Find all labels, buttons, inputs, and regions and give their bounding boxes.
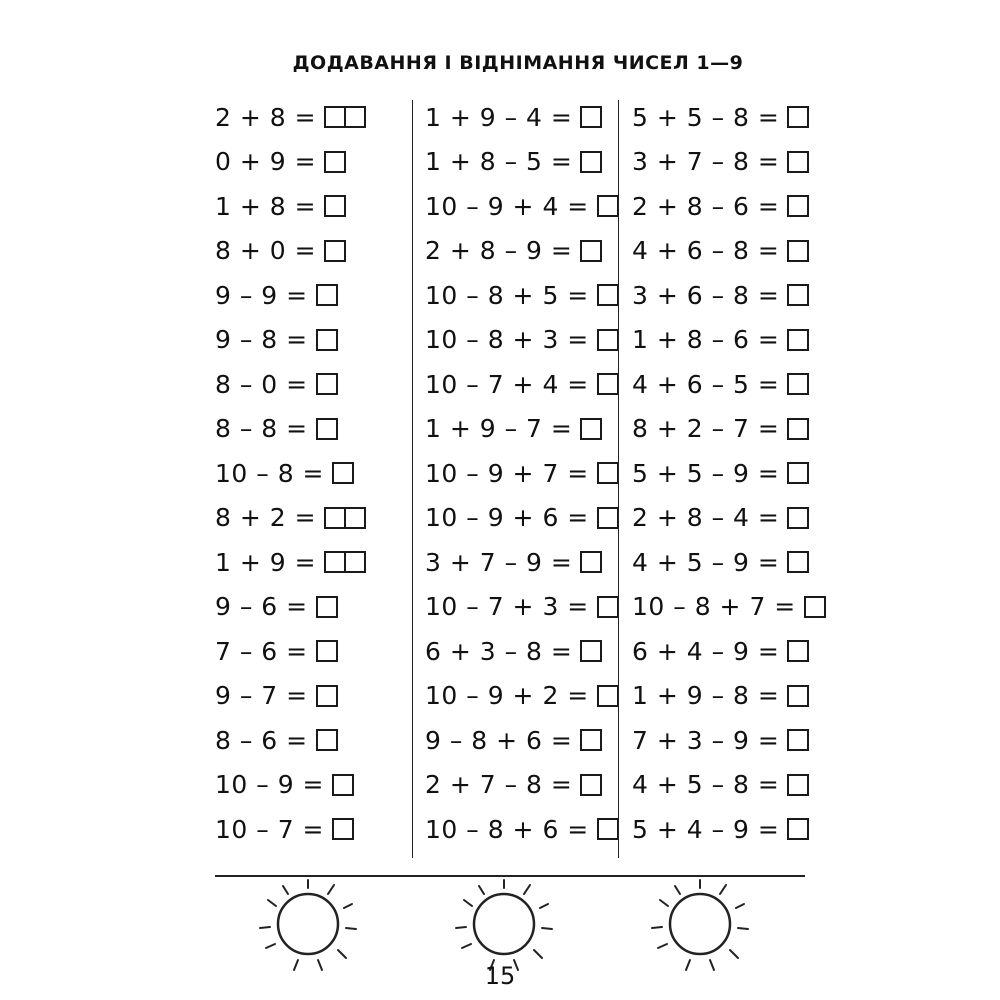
answer-boxes — [804, 596, 826, 618]
page-title: ДОДАВАННЯ І ВІДНІМАННЯ ЧИСЕЛ 1—9 — [292, 52, 744, 74]
exercise-expression: 8 + 2 – 7 = — [632, 414, 780, 444]
exercise-row — [215, 184, 366, 229]
exercise-row — [632, 140, 826, 185]
answer-box[interactable] — [787, 507, 809, 529]
exercise-expression: 10 – 7 + 3 = — [425, 592, 589, 622]
answer-box[interactable] — [332, 774, 354, 796]
answer-box[interactable] — [316, 685, 338, 707]
answer-boxes — [580, 640, 602, 662]
answer-box[interactable] — [787, 418, 809, 440]
exercise-expression: 3 + 7 – 9 = — [425, 547, 573, 577]
exercise-row — [632, 362, 826, 407]
exercise-row — [215, 140, 366, 185]
answer-box[interactable] — [316, 284, 338, 306]
exercise-expression: 4 + 6 – 5 = — [632, 369, 780, 399]
answer-box[interactable] — [597, 818, 619, 840]
answer-boxes — [316, 729, 338, 751]
exercise-row — [632, 763, 826, 808]
answer-box[interactable] — [344, 106, 366, 128]
sun-icon — [454, 872, 554, 972]
exercise-expression: 10 – 8 + 7 = — [632, 592, 796, 622]
answer-boxes — [316, 685, 338, 707]
answer-boxes — [580, 106, 602, 128]
answer-box[interactable] — [324, 240, 346, 262]
exercise-row — [215, 540, 366, 585]
answer-boxes — [316, 284, 338, 306]
exercise-expression: 10 – 9 = — [215, 770, 325, 800]
answer-boxes — [597, 685, 619, 707]
exercise-row — [215, 451, 366, 496]
answer-boxes — [316, 329, 338, 351]
exercise-expression: 1 + 9 = — [215, 547, 317, 577]
answer-boxes — [787, 551, 809, 573]
exercise-row — [632, 451, 826, 496]
exercise-expression: 6 + 4 – 9 = — [632, 636, 780, 666]
answer-box[interactable] — [787, 551, 809, 573]
answer-boxes — [787, 240, 809, 262]
exercise-row — [632, 807, 826, 852]
answer-boxes — [597, 329, 619, 351]
exercise-expression: 2 + 7 – 8 = — [425, 770, 573, 800]
answer-box[interactable] — [580, 774, 602, 796]
answer-box[interactable] — [324, 195, 346, 217]
answer-boxes — [787, 284, 809, 306]
answer-box[interactable] — [787, 195, 809, 217]
answer-boxes — [597, 195, 619, 217]
exercise-row — [215, 585, 366, 630]
exercise-row — [632, 496, 826, 541]
answer-boxes — [597, 507, 619, 529]
exercise-row — [632, 273, 826, 318]
exercise-row — [425, 496, 619, 541]
answer-boxes — [316, 640, 338, 662]
answer-box[interactable] — [787, 329, 809, 351]
exercise-expression: 8 – 8 = — [215, 414, 308, 444]
exercise-row — [632, 318, 826, 363]
exercise-expression: 8 – 6 = — [215, 725, 308, 755]
exercise-row — [215, 273, 366, 318]
exercise-column-1 — [215, 95, 366, 852]
exercise-row — [425, 718, 619, 763]
answer-boxes — [332, 818, 354, 840]
answer-boxes — [787, 774, 809, 796]
exercise-expression: 4 + 6 – 8 = — [632, 236, 780, 266]
answer-boxes — [324, 507, 366, 529]
exercise-row — [425, 674, 619, 719]
exercise-column-2 — [425, 95, 619, 852]
answer-box[interactable] — [597, 685, 619, 707]
exercise-row — [632, 407, 826, 452]
answer-boxes — [580, 418, 602, 440]
exercise-row — [425, 407, 619, 452]
exercise-expression: 2 + 8 – 4 = — [632, 503, 780, 533]
exercise-expression: 10 – 9 + 4 = — [425, 191, 589, 221]
answer-boxes — [316, 596, 338, 618]
exercise-expression: 6 + 3 – 8 = — [425, 636, 573, 666]
exercise-row — [632, 718, 826, 763]
answer-boxes — [332, 462, 354, 484]
answer-box[interactable] — [324, 551, 346, 573]
answer-boxes — [787, 729, 809, 751]
exercise-expression: 9 – 8 = — [215, 325, 308, 355]
answer-box[interactable] — [580, 640, 602, 662]
exercise-expression: 9 – 8 + 6 = — [425, 725, 573, 755]
answer-box[interactable] — [580, 240, 602, 262]
answer-boxes — [787, 418, 809, 440]
exercise-expression: 1 + 9 – 4 = — [425, 102, 573, 132]
exercise-expression: 8 – 0 = — [215, 369, 308, 399]
exercise-expression: 9 – 6 = — [215, 592, 308, 622]
exercise-row — [425, 451, 619, 496]
exercise-expression: 0 + 9 = — [215, 147, 317, 177]
exercise-expression: 10 – 7 + 4 = — [425, 369, 589, 399]
exercise-expression: 7 + 3 – 9 = — [632, 725, 780, 755]
exercise-row — [425, 585, 619, 630]
exercise-row — [215, 807, 366, 852]
answer-box[interactable] — [597, 462, 619, 484]
answer-boxes — [324, 151, 346, 173]
exercise-expression: 10 – 8 = — [215, 458, 325, 488]
answer-box[interactable] — [316, 329, 338, 351]
exercise-row — [632, 540, 826, 585]
exercise-row — [215, 95, 366, 140]
answer-box[interactable] — [344, 551, 366, 573]
exercise-row — [425, 273, 619, 318]
answer-box[interactable] — [804, 596, 826, 618]
exercise-row — [425, 318, 619, 363]
exercise-expression: 5 + 5 – 9 = — [632, 458, 780, 488]
exercise-expression: 9 – 9 = — [215, 280, 308, 310]
exercise-row — [425, 763, 619, 808]
answer-boxes — [787, 329, 809, 351]
answer-boxes — [787, 373, 809, 395]
answer-box[interactable] — [787, 240, 809, 262]
answer-box[interactable] — [580, 151, 602, 173]
exercise-expression: 8 + 2 = — [215, 503, 317, 533]
answer-box[interactable] — [787, 685, 809, 707]
answer-box[interactable] — [597, 284, 619, 306]
answer-boxes — [316, 373, 338, 395]
exercise-expression: 10 – 7 = — [215, 814, 325, 844]
exercise-expression: 4 + 5 – 9 = — [632, 547, 780, 577]
exercise-expression: 8 + 0 = — [215, 236, 317, 266]
column-divider — [618, 100, 619, 858]
exercise-expression: 1 + 8 – 6 = — [632, 325, 780, 355]
exercise-row — [215, 674, 366, 719]
answer-boxes — [597, 818, 619, 840]
exercise-expression: 10 – 8 + 3 = — [425, 325, 589, 355]
answer-box[interactable] — [344, 507, 366, 529]
answer-box[interactable] — [787, 284, 809, 306]
exercise-row — [632, 184, 826, 229]
exercise-row — [215, 407, 366, 452]
exercise-expression: 2 + 8 – 6 = — [632, 191, 780, 221]
exercise-expression: 9 – 7 = — [215, 681, 308, 711]
answer-boxes — [597, 596, 619, 618]
exercise-row — [215, 629, 366, 674]
answer-boxes — [787, 685, 809, 707]
exercise-expression: 3 + 7 – 8 = — [632, 147, 780, 177]
answer-box[interactable] — [324, 507, 346, 529]
exercise-expression: 10 – 9 + 7 = — [425, 458, 589, 488]
exercise-row — [425, 184, 619, 229]
exercise-row — [425, 95, 619, 140]
answer-box[interactable] — [787, 774, 809, 796]
answer-boxes — [580, 240, 602, 262]
answer-boxes — [332, 774, 354, 796]
answer-box[interactable] — [787, 373, 809, 395]
answer-box[interactable] — [787, 818, 809, 840]
answer-box[interactable] — [316, 729, 338, 751]
exercise-row — [215, 362, 366, 407]
answer-boxes — [787, 106, 809, 128]
answer-boxes — [597, 373, 619, 395]
answer-box[interactable] — [597, 373, 619, 395]
answer-boxes — [580, 151, 602, 173]
exercise-expression: 1 + 8 = — [215, 191, 317, 221]
answer-box[interactable] — [332, 462, 354, 484]
answer-box[interactable] — [316, 640, 338, 662]
answer-box[interactable] — [324, 151, 346, 173]
column-divider — [412, 100, 413, 858]
exercise-row — [215, 718, 366, 763]
exercise-expression: 1 + 9 – 7 = — [425, 414, 573, 444]
exercise-row — [425, 229, 619, 274]
exercise-row — [425, 140, 619, 185]
exercise-row — [632, 629, 826, 674]
answer-boxes — [324, 551, 366, 573]
exercise-expression: 3 + 6 – 8 = — [632, 280, 780, 310]
answer-box[interactable] — [787, 106, 809, 128]
answer-box[interactable] — [787, 640, 809, 662]
answer-boxes — [324, 240, 346, 262]
answer-box[interactable] — [597, 195, 619, 217]
answer-box[interactable] — [580, 106, 602, 128]
answer-boxes — [787, 195, 809, 217]
answer-box[interactable] — [597, 329, 619, 351]
answer-box[interactable] — [316, 596, 338, 618]
answer-boxes — [787, 151, 809, 173]
exercise-expression: 1 + 8 – 5 = — [425, 147, 573, 177]
answer-boxes — [580, 551, 602, 573]
exercise-row — [425, 362, 619, 407]
exercise-row — [425, 629, 619, 674]
answer-box[interactable] — [324, 106, 346, 128]
answer-boxes — [597, 462, 619, 484]
exercise-expression: 10 – 8 + 5 = — [425, 280, 589, 310]
answer-boxes — [787, 818, 809, 840]
exercise-expression: 4 + 5 – 8 = — [632, 770, 780, 800]
sun-icon — [650, 872, 750, 972]
answer-box[interactable] — [332, 818, 354, 840]
answer-boxes — [580, 774, 602, 796]
exercise-row — [632, 585, 826, 630]
exercise-row — [425, 807, 619, 852]
exercise-expression: 10 – 9 + 6 = — [425, 503, 589, 533]
exercise-row — [215, 318, 366, 363]
exercise-row — [632, 674, 826, 719]
answer-box[interactable] — [787, 462, 809, 484]
exercise-expression: 7 – 6 = — [215, 636, 308, 666]
answer-boxes — [597, 284, 619, 306]
answer-boxes — [787, 640, 809, 662]
answer-box[interactable] — [316, 373, 338, 395]
answer-box[interactable] — [787, 151, 809, 173]
exercise-column-3 — [632, 95, 826, 852]
answer-box[interactable] — [597, 507, 619, 529]
exercise-row — [632, 95, 826, 140]
answer-box[interactable] — [597, 596, 619, 618]
answer-boxes — [324, 195, 346, 217]
answer-box[interactable] — [316, 418, 338, 440]
exercise-row — [632, 229, 826, 274]
answer-box[interactable] — [580, 729, 602, 751]
exercise-expression: 10 – 8 + 6 = — [425, 814, 589, 844]
exercise-expression: 2 + 8 – 9 = — [425, 236, 573, 266]
answer-boxes — [324, 106, 366, 128]
answer-box[interactable] — [580, 418, 602, 440]
exercise-row — [425, 540, 619, 585]
exercise-expression: 10 – 9 + 2 = — [425, 681, 589, 711]
answer-boxes — [787, 507, 809, 529]
exercise-expression: 5 + 5 – 8 = — [632, 102, 780, 132]
exercise-expression: 5 + 4 – 9 = — [632, 814, 780, 844]
answer-boxes — [580, 729, 602, 751]
answer-box[interactable] — [580, 551, 602, 573]
exercise-row — [215, 763, 366, 808]
page-number: 15 — [484, 962, 516, 990]
answer-boxes — [787, 462, 809, 484]
exercise-expression: 2 + 8 = — [215, 102, 317, 132]
exercise-row — [215, 496, 366, 541]
answer-boxes — [316, 418, 338, 440]
answer-box[interactable] — [787, 729, 809, 751]
exercise-expression: 1 + 9 – 8 = — [632, 681, 780, 711]
exercise-row — [215, 229, 366, 274]
sun-icon — [258, 872, 358, 972]
